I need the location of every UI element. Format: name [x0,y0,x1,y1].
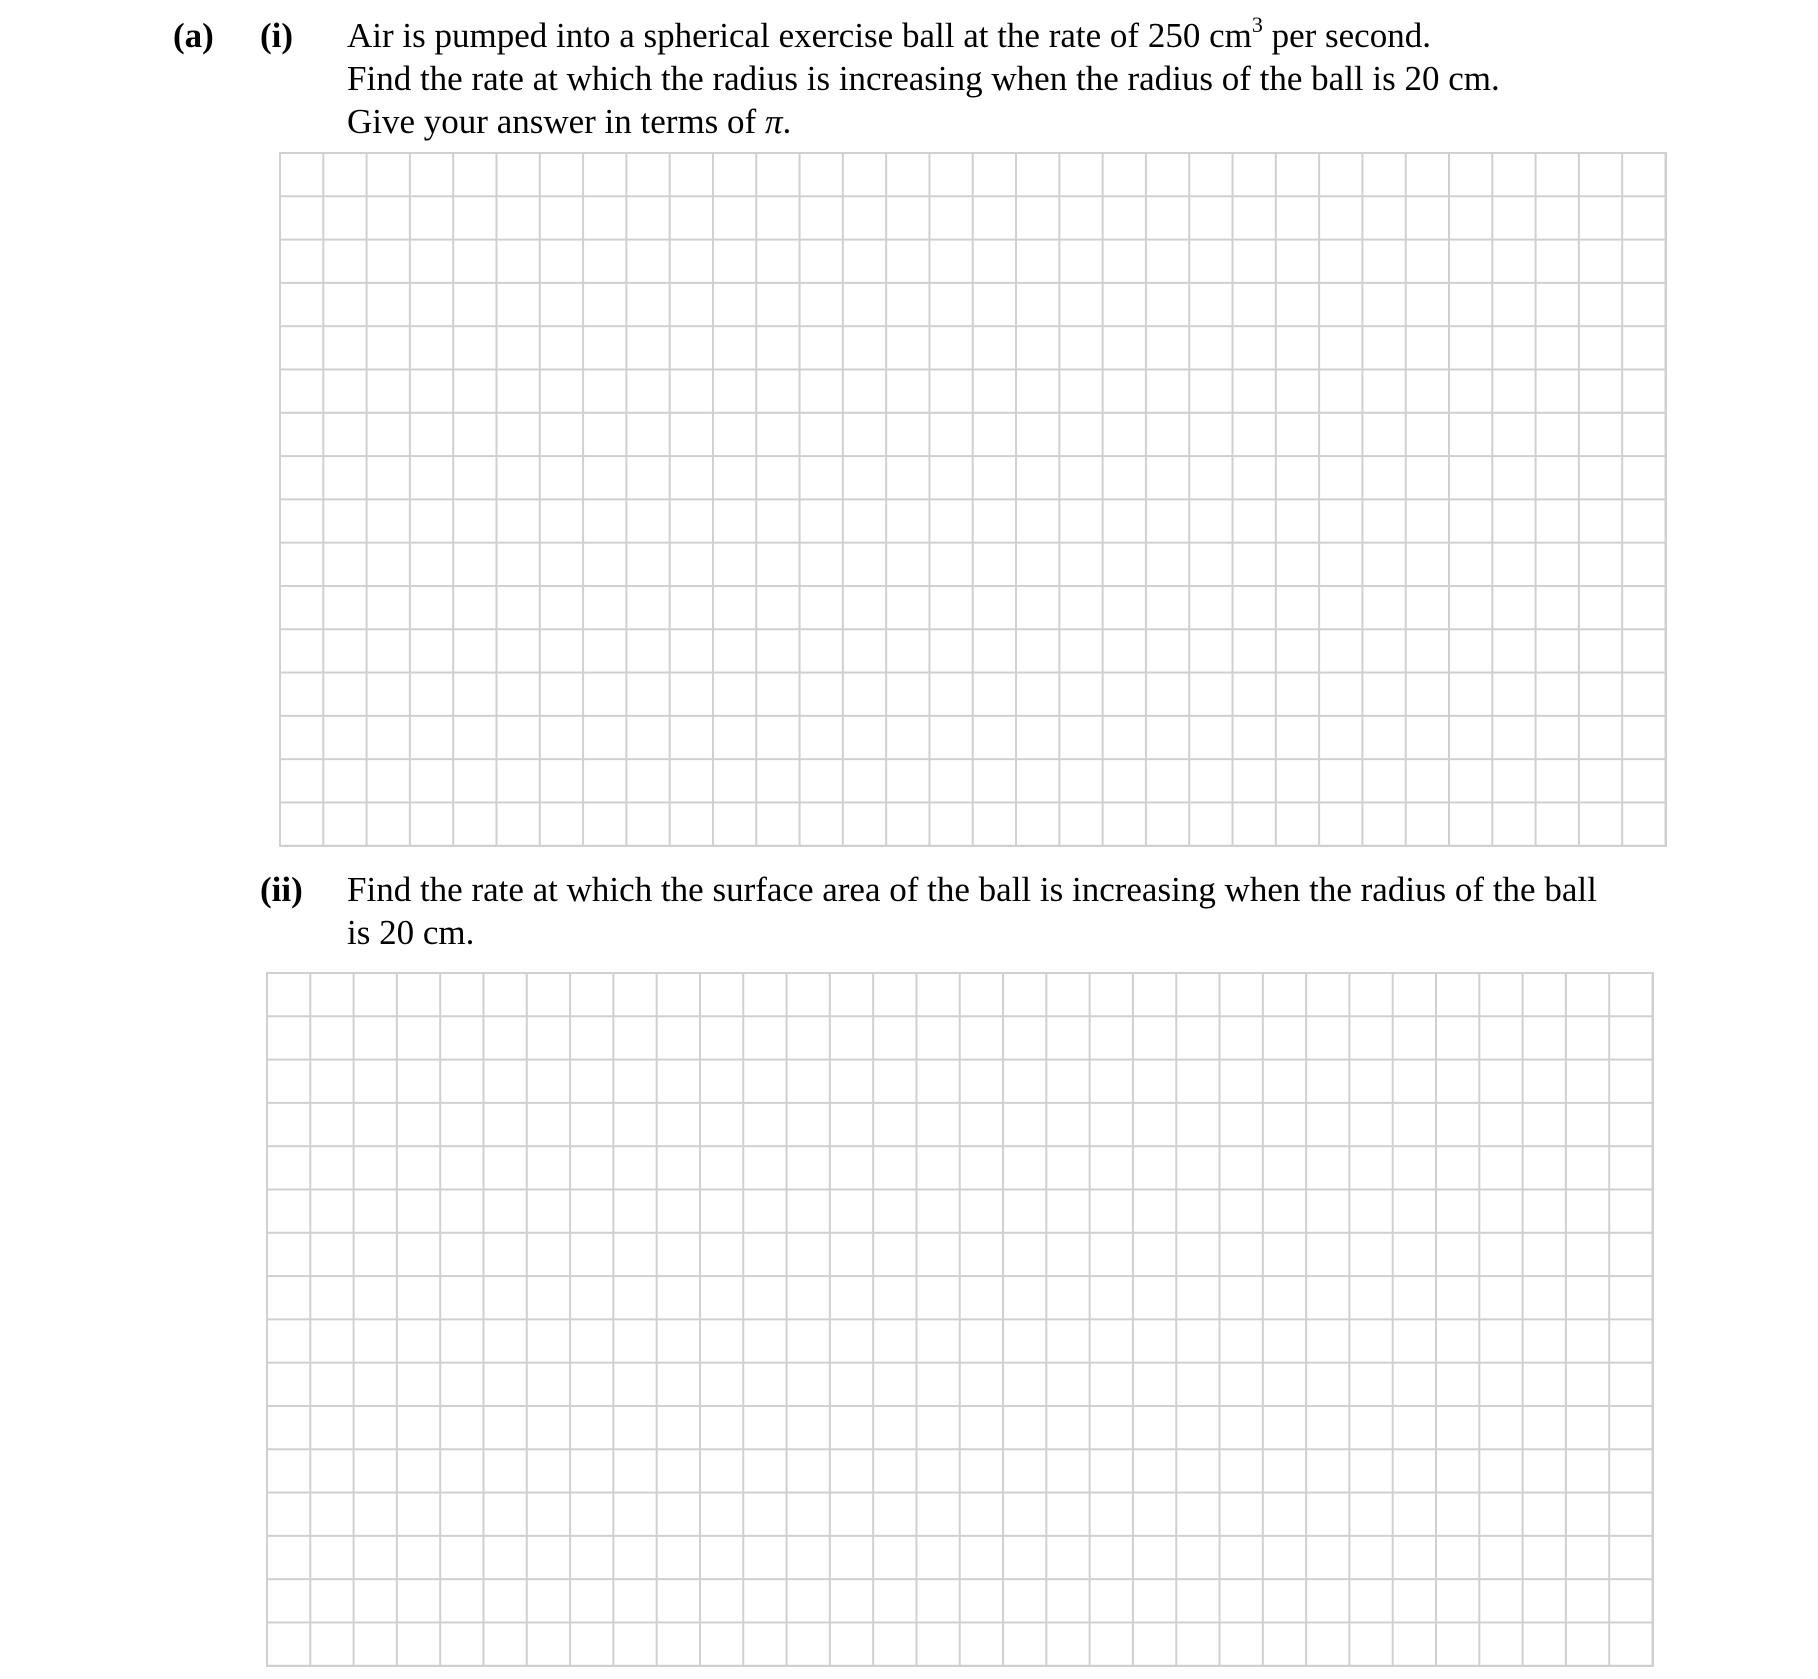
line-text: per second. [1262,16,1431,55]
part-a-label: (a) [173,16,214,55]
cubed-superscript: 3 [1251,12,1263,38]
subpart-i-question-text [347,14,1500,143]
line-text: Air is pumped into a spherical exercise ball at the rate of 250 cm [347,16,1252,55]
question-line-2: Find the rate at which the radius is increasing when the radius of the ball is 20 cm. [347,59,1500,98]
answer-grid-i[interactable] [279,152,1667,847]
answer-grid-ii[interactable] [266,972,1654,1667]
subpart-i-label: (i) [260,16,294,55]
question-line-2: is 20 cm. [347,913,475,952]
question-line-1: Find the rate at which the surface area of the ball is increasing when the radius of the ball [347,870,1597,909]
subpart-ii-question-text [347,868,1597,954]
question-line-1 [347,14,1500,57]
question-line-3 [347,100,1500,143]
line-text: Give your answer in terms of [347,102,765,141]
subpart-ii-label: (ii) [260,870,303,909]
line-text: . [782,102,792,141]
pi-symbol: π [764,102,783,141]
